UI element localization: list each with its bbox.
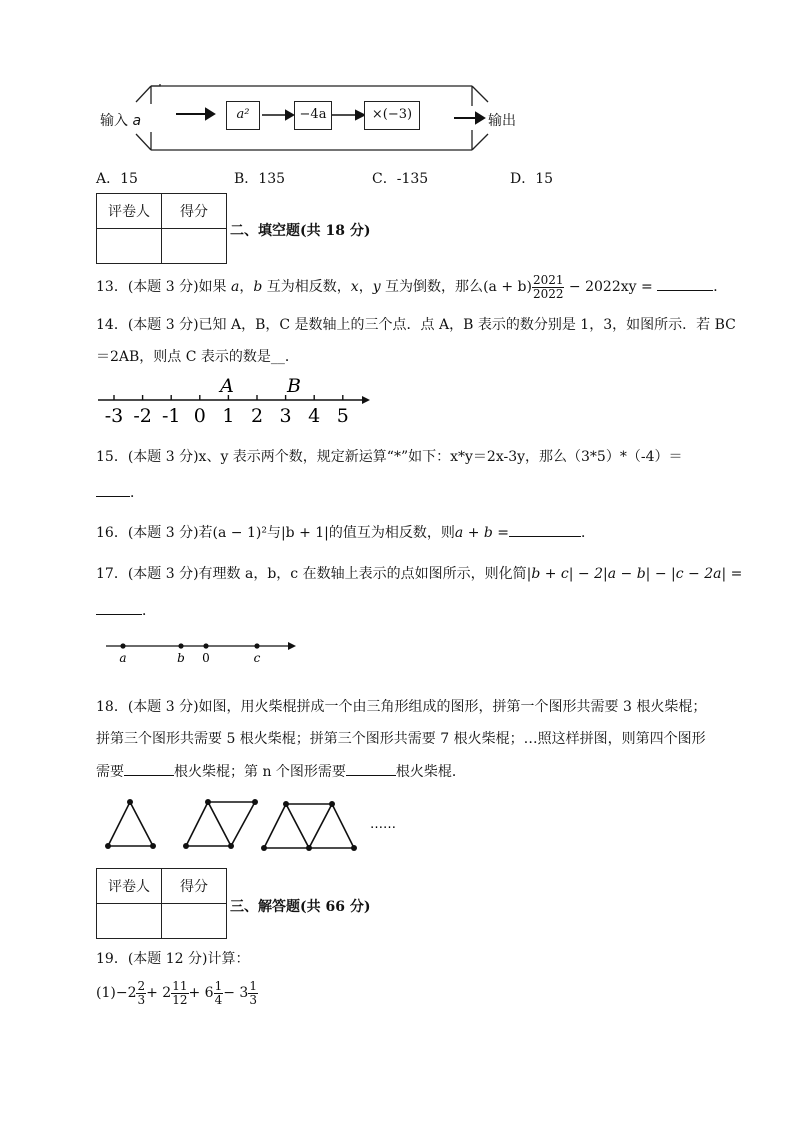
reviewer-header: 评卷人	[97, 194, 162, 229]
input-label: 输入 a	[100, 113, 142, 129]
answer-blank-18b[interactable]	[346, 775, 396, 776]
score-header: 得分	[162, 869, 227, 904]
score-cell[interactable]	[162, 904, 227, 939]
question-18-line1: 18．(本题 3 分)如图，用火柴棍拼成一个由三角形组成的图形，拼第一个图形共需要 3 根火柴棍；	[96, 699, 707, 715]
option-d: D．15	[510, 171, 554, 187]
question-15-line1: 15．(本题 3 分)x、y 表示两个数，规定新运算“*”如下：x*y＝2x-3y，那么（3*5）*（-4）＝	[96, 449, 683, 465]
matchstick-figures	[96, 796, 406, 858]
option-c: C．-135	[372, 171, 429, 187]
question-18-line2: 拼第三个图形共需要 5 根火柴棍；拼第三个图形共需要 7 根火柴棍；…照这样拼图，则第四个图形	[96, 731, 706, 747]
question-19-title: 19．(本题 12 分)计算：	[96, 951, 250, 967]
tick-label: 5	[336, 405, 349, 427]
tick-label: -2	[133, 405, 152, 427]
point-c	[254, 643, 259, 648]
question-19-part1: (1)−2 $\frac{2}{3}$ + 2 $\frac{11}{12}$ + 6 $\frac{1}{4}$ − 3 $\frac{1}{3}$	[96, 978, 257, 1007]
tick-label: -1	[161, 405, 181, 427]
reviewer-cell[interactable]	[97, 904, 162, 939]
score-table-2	[96, 193, 227, 264]
square-step-box: a²	[226, 101, 260, 130]
question-18-line3: 需要 根火柴棍；第 n 个图形需要 根火柴棍．	[96, 764, 466, 780]
output-label: 输出	[488, 113, 516, 129]
point-a-label: A	[220, 375, 234, 397]
point-label: c	[253, 651, 261, 665]
tick-label: 1	[222, 405, 235, 427]
point-b	[178, 643, 183, 648]
point-b-label: B	[287, 375, 301, 397]
answer-blank-18a[interactable]	[124, 775, 174, 776]
times-minus3-step-box: ×(−3)	[364, 101, 420, 130]
question-14-line2: ＝2AB，则点 C 表示的数是__．	[96, 349, 299, 365]
score-cell[interactable]	[162, 229, 227, 264]
question-13: 13．(本题 3 分)如果 a，b 互为相反数，x，y 互为倒数，那么(a + b) $\frac{2021}{2022}$ − 2022xy = ．	[96, 272, 728, 301]
point-label: 0	[202, 651, 210, 665]
answer-blank-16[interactable]	[509, 536, 581, 537]
point-origin	[203, 643, 208, 648]
option-a: A．15	[96, 171, 138, 187]
tick-label: 2	[250, 405, 264, 427]
question-17-line1: 17．(本题 3 分)有理数 a，b，c 在数轴上表示的点如图所示，则化简|b + c| − 2|a − b| − |c − 2a| =	[96, 566, 743, 582]
tick-label: 3	[279, 405, 292, 427]
question-16: 16．(本题 3 分)若(a − 1)²与|b + 1|的值互为相反数，则a + b = ．	[96, 525, 596, 541]
point-a	[120, 643, 125, 648]
section-2-title: 二、填空题(共 18 分)	[230, 223, 371, 239]
point-label: a	[119, 651, 127, 665]
answer-blank-13[interactable]	[657, 290, 713, 291]
point-label: b	[177, 651, 185, 665]
option-b: B．135	[234, 171, 286, 187]
number-line-14	[96, 372, 376, 430]
question-14-line1: 14．(本题 3 分)已知 A，B，C 是数轴上的三个点．点 A，B 表示的数分别是 1，3，如图所示．若 BC	[96, 317, 736, 333]
tick-label: -3	[104, 405, 124, 427]
question-17-line2: ．	[96, 600, 156, 620]
number-line-17	[104, 636, 300, 668]
score-header: 得分	[162, 194, 227, 229]
answer-blank-15[interactable]	[96, 496, 130, 497]
tick-label: 4	[308, 405, 321, 427]
reviewer-cell[interactable]	[97, 229, 162, 264]
ellipsis: ……	[370, 817, 396, 832]
question-15-line2: ．	[96, 482, 144, 502]
answer-blank-17[interactable]	[96, 614, 142, 615]
times-minus4-step-box: −4a	[294, 101, 332, 130]
reviewer-header: 评卷人	[97, 869, 162, 904]
score-table-3	[96, 868, 227, 939]
section-3-title: 三、解答题(共 66 分)	[230, 899, 371, 915]
tick-label: 0	[193, 405, 206, 427]
